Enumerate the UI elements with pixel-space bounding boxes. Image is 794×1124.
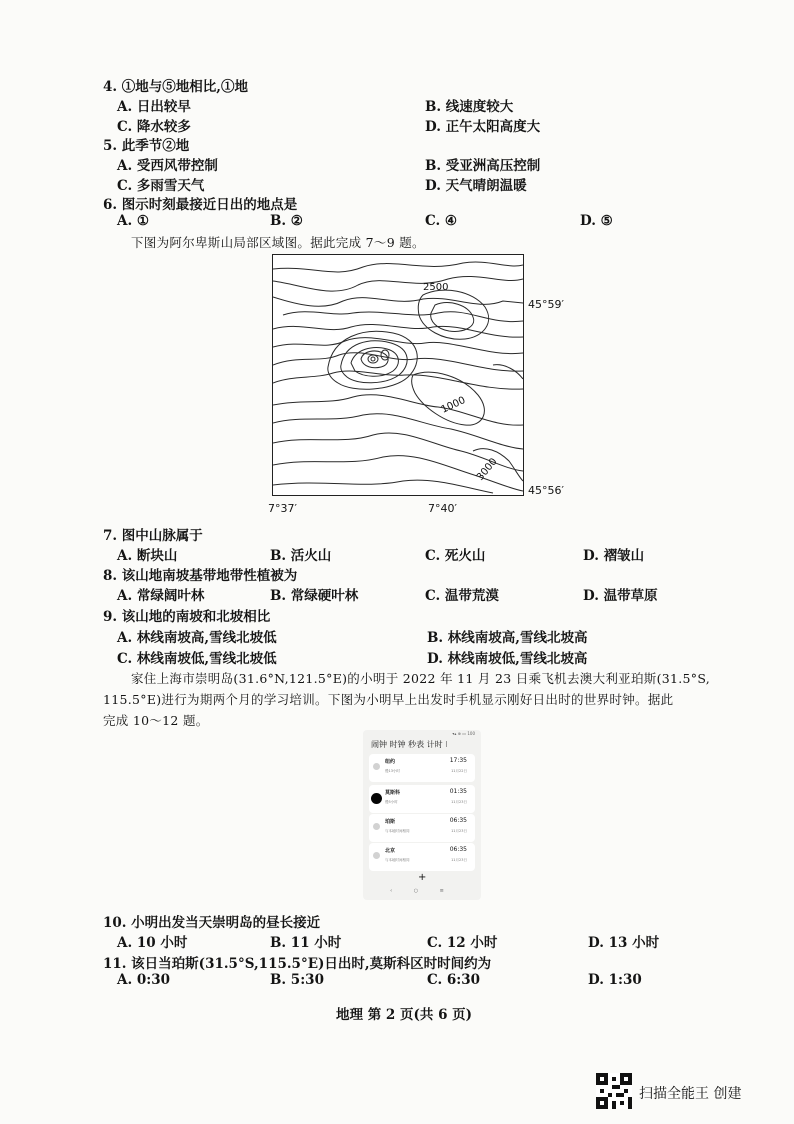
- topographic-map: [272, 254, 524, 496]
- globe-icon: [373, 763, 380, 770]
- q5-option-d: D. 天气晴朗温暖: [425, 178, 527, 194]
- question-10-stem: 10. 小明出发当天崇明岛的昼长接近: [103, 915, 321, 931]
- intro-map: 下图为阿尔卑斯山局部区域图。据此完成 7～9 题。: [131, 235, 425, 250]
- intro-clock-line3: 完成 10～12 题。: [103, 713, 209, 728]
- q8-option-a: A. 常绿阔叶林: [117, 588, 205, 604]
- q11-option-a: A. 0:30: [117, 972, 171, 988]
- question-4-stem: 4. ①地与⑤地相比,①地: [103, 79, 248, 95]
- night-icon: [371, 793, 382, 804]
- contour-lines: [273, 255, 523, 495]
- q5-option-c: C. 多雨雪天气: [117, 178, 205, 194]
- q7-option-d: D. 褶皱山: [583, 548, 645, 564]
- question-9-stem: 9. 该山地的南坡和北坡相比: [103, 609, 271, 625]
- q9-option-b: B. 林线南坡高,雪线北坡高: [427, 630, 588, 646]
- q10-option-c: C. 12 小时: [427, 935, 498, 951]
- q10-option-d: D. 13 小时: [588, 935, 660, 951]
- q4-option-b: B. 线速度较大: [425, 99, 514, 115]
- q8-option-b: B. 常绿硬叶林: [270, 588, 359, 604]
- question-8-stem: 8. 该山地南坡基带地带性植被为: [103, 568, 298, 584]
- q11-option-b: B. 5:30: [270, 972, 324, 988]
- q10-option-b: B. 11 小时: [270, 935, 342, 951]
- contour-label-3000: 3000: [474, 456, 500, 483]
- clock-card-perth: 珀斯 与本地时间相同 06:35 11月23日: [369, 814, 475, 842]
- add-clock-icon: +: [418, 872, 427, 883]
- globe-icon: [373, 823, 380, 830]
- q4-option-a: A. 日出较早: [117, 99, 191, 115]
- question-11-stem: 11. 该日当珀斯(31.5°S,115.5°E)日出时,莫斯科区时时间约为: [103, 956, 492, 972]
- contour-label-2500: 2500: [423, 282, 449, 293]
- page-footer: 地理 第 2 页(共 6 页): [336, 1007, 473, 1023]
- lon-label-left: 7°37′: [268, 502, 297, 515]
- phone-nav-bar: ‹ ○ ≡: [390, 888, 454, 894]
- q9-option-d: D. 林线南坡低,雪线北坡高: [427, 651, 588, 667]
- q4-option-c: C. 降水较多: [117, 119, 191, 135]
- q9-option-a: A. 林线南坡高,雪线北坡低: [117, 630, 277, 646]
- intro-clock-line1: 家住上海市崇明岛(31.6°N,121.5°E)的小明于 2022 年 11 月 23 日乘飞机去澳大利亚珀斯(31.5°S,: [131, 671, 711, 686]
- phone-status-bar: ▾▴ ⊕ ▭ 100: [452, 731, 475, 736]
- question-5-stem: 5. 此季节②地: [103, 138, 190, 154]
- q7-option-c: C. 死火山: [425, 548, 486, 564]
- q6-option-b: B. ②: [270, 213, 303, 229]
- qr-code-icon: [596, 1073, 632, 1109]
- question-6-stem: 6. 图示时刻最接近日出的地点是: [103, 197, 298, 213]
- q11-option-c: C. 6:30: [427, 972, 481, 988]
- intro-clock-line2: 115.5°E)进行为期两个月的学习培训。下图为小明早上出发时手机显示刚好日出时的世界时钟。据此: [103, 692, 674, 707]
- q6-option-d: D. ⑤: [580, 213, 613, 229]
- q7-option-a: A. 断块山: [117, 548, 178, 564]
- q10-option-a: A. 10 小时: [117, 935, 188, 951]
- globe-icon: [373, 852, 380, 859]
- q6-option-c: C. ④: [425, 213, 458, 229]
- lat-label-bottom: 45°56′: [528, 484, 564, 497]
- clock-card-beijing: 北京 与本地时间相同 06:35 11月23日: [369, 843, 475, 871]
- q8-option-d: D. 温带草原: [583, 588, 658, 604]
- q6-option-a: A. ①: [117, 213, 149, 229]
- q9-option-c: C. 林线南坡低,雪线北坡低: [117, 651, 277, 667]
- q8-option-c: C. 温带荒漠: [425, 588, 499, 604]
- world-clock-screenshot: [363, 730, 481, 900]
- clock-card-new-york: 纽约 慢13小时 17:35 11月22日: [369, 754, 475, 782]
- scanner-brand-text: 扫描全能王 创建: [639, 1086, 742, 1102]
- q7-option-b: B. 活火山: [270, 548, 332, 564]
- lat-label-top: 45°59′: [528, 298, 564, 311]
- q5-option-a: A. 受西风带控制: [117, 158, 218, 174]
- q11-option-d: D. 1:30: [588, 972, 642, 988]
- q4-option-d: D. 正午太阳高度大: [425, 119, 541, 135]
- clock-card-moscow: 莫斯科 慢5小时 01:35 11月23日: [369, 785, 475, 813]
- lon-label-right: 7°40′: [428, 502, 457, 515]
- q5-option-b: B. 受亚洲高压控制: [425, 158, 541, 174]
- question-7-stem: 7. 图中山脉属于: [103, 528, 203, 544]
- contour-label-1000: 1000: [439, 394, 468, 416]
- clock-app-tabs: 闹钟 时钟 秒表 计时 ⁝: [371, 740, 448, 749]
